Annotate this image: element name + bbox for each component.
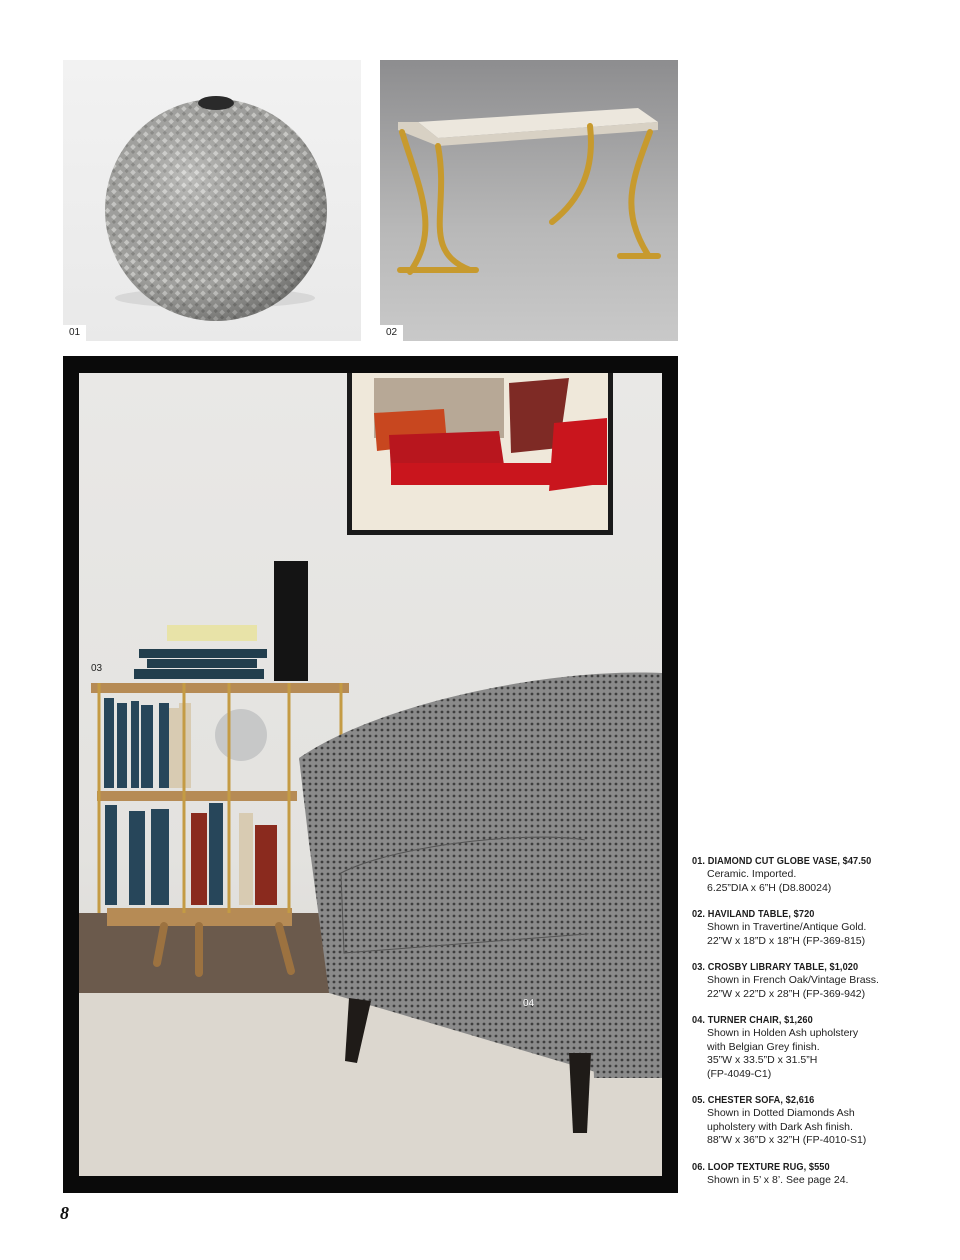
library-tile-label: 03 (91, 663, 103, 674)
product-entry-vase (692, 855, 932, 895)
table-illustration (380, 60, 678, 341)
product-title: 01. DIAMOND CUT GLOBE VASE, $47.50 (692, 856, 872, 867)
product-title: 02. HAVILAND TABLE, $720 (692, 909, 815, 920)
vase-photo (63, 60, 361, 341)
product-title: 06. LOOP TEXTURE RUG, $550 (692, 1161, 830, 1173)
product-detail: (FP-4049-C1) (707, 1067, 772, 1080)
product-detail: 88”W x 36”D x 32”H (FP-4010-S1) (707, 1134, 867, 1146)
product-detail: Shown in Travertine/Antique Gold. (707, 921, 867, 933)
product-title: 03. CROSBY LIBRARY TABLE, $1,020 (692, 962, 859, 973)
table-photo (380, 60, 678, 341)
product-detail: 35”W x 33.5”D x 31.5”H (707, 1054, 818, 1066)
product-detail: Shown in Dotted Diamonds Ash (707, 1107, 855, 1119)
product-list (692, 855, 932, 1200)
room-illustration (79, 373, 662, 1176)
product-entry-chair (692, 1014, 932, 1081)
page-number: 8 (60, 1203, 69, 1223)
product-detail: with Belgian Grey finish. (707, 1040, 820, 1053)
product-entry-sofa (692, 1094, 932, 1148)
product-detail: Shown in Holden Ash upholstery (707, 1027, 859, 1039)
vase-tile-label: 01 (63, 325, 86, 341)
product-detail: 6.25”DIA x 6”H (D8.80024) (707, 881, 832, 894)
product-entry-table (692, 908, 932, 948)
product-detail: Shown in French Oak/Vintage Brass. (707, 974, 879, 986)
room-photo-frame (63, 356, 678, 1193)
product-entry-library (692, 961, 932, 1001)
product-detail: 22”W x 22”D x 28”H (FP-369-942) (707, 987, 866, 1000)
product-detail: 22”W x 18”D x 18”H (FP-369-815) (707, 934, 866, 947)
product-detail: Ceramic. Imported. (707, 868, 797, 880)
table-tile-label: 02 (380, 325, 403, 341)
product-title: 05. CHESTER SOFA, $2,616 (692, 1095, 815, 1106)
product-detail: upholstery with Dark Ash finish. (707, 1120, 853, 1133)
room-photo (79, 373, 662, 1176)
chair-tile-label: 04 (523, 998, 535, 1009)
product-entry-rug (692, 1161, 932, 1188)
product-title: 04. TURNER CHAIR, $1,260 (692, 1015, 813, 1026)
product-detail: Shown in 5’ x 8’. See page 24. (707, 1173, 849, 1186)
vase-illustration (63, 60, 361, 341)
